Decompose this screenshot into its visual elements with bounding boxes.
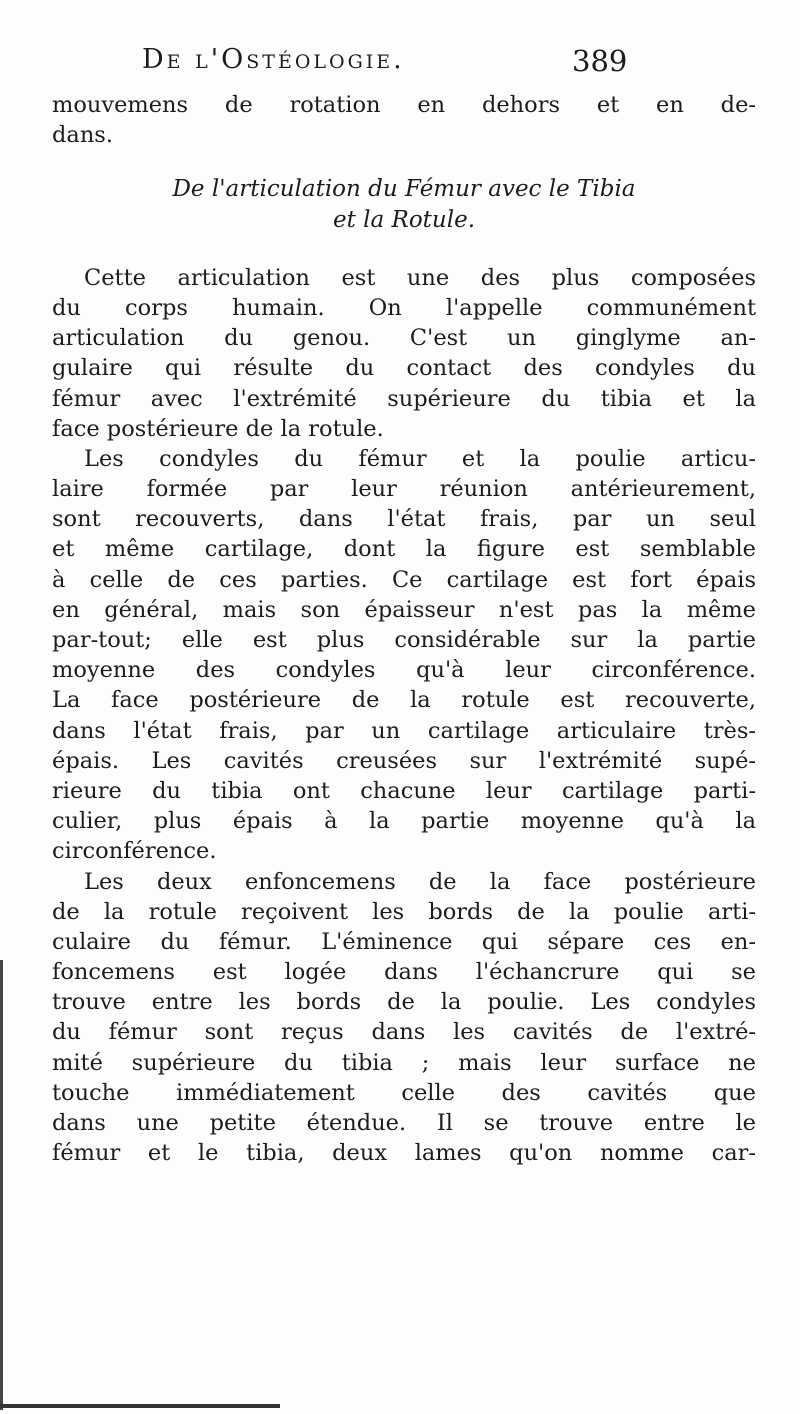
paragraph-1: [52, 263, 756, 444]
paragraph-line: sont recouverts, dans l'état frais, par un seul: [52, 506, 756, 533]
paragraph-line: à celle de ces parties. Ce cartilage est fort épais: [52, 566, 756, 593]
section-heading-continued: et la Rotule.: [332, 206, 476, 233]
section-heading: De l'articulation du Fémur avec le Tibia: [172, 176, 636, 203]
running-head-title: De l'Ostéologie.: [142, 44, 405, 75]
paragraph-line: rieure du tibia ont chacune leur cartilage parti-: [52, 777, 756, 804]
paragraph-line: articulation du genou. C'est un ginglyme an-: [52, 325, 756, 352]
paragraph-line: circonférence.: [52, 838, 217, 865]
paragraph-line: par-tout; elle est plus considérable sur la partie: [52, 627, 756, 653]
paragraph-line: La face postérieure de la rotule est recouverte,: [52, 687, 756, 714]
running-head: [142, 44, 642, 75]
paragraph-line: touche immédiatement celle des cavités que: [52, 1079, 756, 1106]
paragraph-line: Les condyles du fémur et la poulie articu-: [84, 445, 756, 472]
paragraph-line: épais. Les cavités creusées sur l'extrémité supé-: [52, 747, 756, 774]
paragraph-line: laire formée par leur réunion antérieurement,: [52, 476, 756, 503]
paragraph-line: du corps humain. On l'appelle communément: [52, 294, 756, 321]
paragraph-line: fémur et le tibia, deux lames qu'on nomme car-: [52, 1140, 756, 1167]
continuation-line: mouvemens de rotation en dehors et en de-: [52, 92, 756, 118]
paragraph-line: dans l'état frais, par un cartilage articulaire très-: [52, 717, 756, 744]
paragraph-line: gulaire qui résulte du contact des condyles du: [52, 355, 756, 382]
paragraph-3: [52, 867, 756, 1169]
paragraph-line: en général, mais son épaisseur n'est pas la même: [52, 596, 756, 623]
paragraph-line: foncemens est logée dans l'échancrure qui se: [52, 959, 756, 986]
paragraph-line: face postérieure de la rotule.: [52, 415, 384, 442]
paragraph-line: et même cartilage, dont la figure est semblable: [52, 536, 756, 563]
paragraph-line: trouve entre les bords de la poulie. Les condyles: [52, 989, 756, 1016]
paragraph-line: de la rotule reçoivent les bords de la poulie arti-: [52, 898, 756, 925]
paragraph-2: [52, 444, 756, 867]
page-number: 389: [572, 44, 628, 78]
paragraph-line: culaire du fémur. L'éminence qui sépare ces en-: [52, 928, 756, 955]
paragraph-line: moyenne des condyles qu'à leur circonférence.: [52, 657, 756, 684]
paragraph-line: mité supérieure du tibia ; mais leur surface ne: [52, 1049, 756, 1076]
paragraph-line: dans une petite étendue. Il se trouve entre le: [52, 1110, 756, 1136]
paragraph-line: Cette articulation est une des plus composées: [84, 264, 756, 291]
paragraph-line: fémur avec l'extrémité supérieure du tibia et la: [52, 385, 756, 412]
paragraph-line: culier, plus épais à la partie moyenne qu'à la: [52, 808, 756, 835]
bottom-rule: [0, 1404, 280, 1408]
continuation-line: dans.: [52, 122, 114, 149]
left-margin-rule: [0, 960, 3, 1410]
paragraph-line: Les deux enfoncemens de la face postérieure: [84, 868, 756, 895]
text-block: [52, 90, 756, 1168]
paragraph-line: du fémur sont reçus dans les cavités de l'extré-: [52, 1019, 756, 1046]
